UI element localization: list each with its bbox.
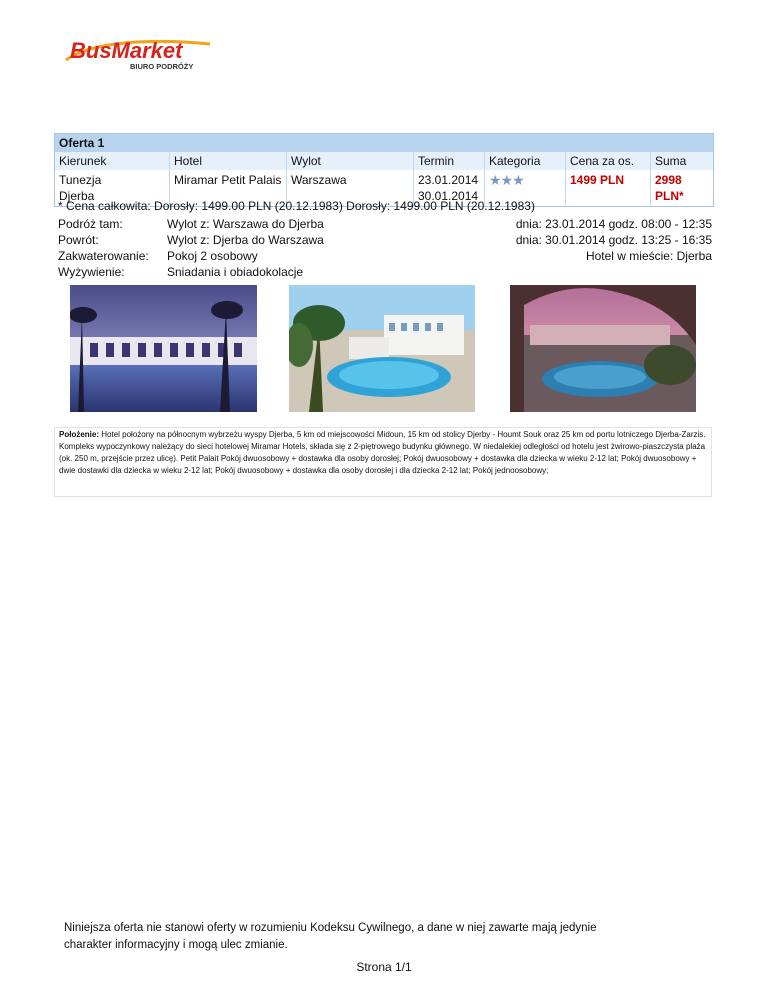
hotel-cell: Miramar Petit Palais <box>170 170 287 206</box>
detail-label: Zakwaterowanie: <box>58 249 149 263</box>
description-label: Położenie: <box>59 430 100 439</box>
hotel-photo-3 <box>510 285 696 412</box>
page-number: Strona 1/1 <box>356 960 412 974</box>
detail-label: Podróż tam: <box>58 217 123 231</box>
description-text: Hotel położony na północnym wybrzeżu wyspy Djerba, 5 km od miejscowości Midoun, 15 km od stolicy Djerby - Houmt Souk oraz 25 km od portu lotniczego Djerba-Zarzis. Kompleks wypoczynkowy należący do sieci hotelowej Miramar Hotels, składa się z 2-piętrowego budynku głównego. W niedalekiej odległości od hotelu jest żwirowo-piaszczysta plaża (ok. 250 m, przejście przez ulicę). Petit Palait Pokój dwuosobowy + dostawka dla osoby dorosłej; Pokój dwuosobowy + dostawka dla dziecka w wieku 2-12 lat; Pokój dwuosobowy + dwie dostawki dla dziecka w wieku 2-12 lat; Pokój dwuosobowy + dostawka dla osoby dorosłej i dla dziecka 2-12 lat; Pokój jednoosobowy; <box>59 430 706 475</box>
country: Tunezja <box>59 173 102 187</box>
hotel-description <box>54 427 712 497</box>
detail-value: Wylot z: Djerba do Warszawa <box>167 233 324 247</box>
detail-row-outbound <box>58 216 712 232</box>
hotel-photo-1 <box>70 285 257 412</box>
hotel-photo-2 <box>289 285 475 412</box>
detail-right: dnia: 23.01.2014 godz. 08:00 - 12:35 <box>515 217 712 231</box>
star-rating-icon: ★★★ <box>489 172 524 188</box>
header-term: Termin <box>414 152 485 170</box>
sum-cell: 2998 PLN* <box>651 170 714 206</box>
detail-value: Sniadania i obiadokolacje <box>167 265 304 279</box>
detail-row-board <box>58 264 712 280</box>
city: Djerba <box>59 189 95 203</box>
header-category: Kategoria <box>485 152 566 170</box>
departure-cell: Warszawa <box>287 170 414 206</box>
detail-row-accommodation <box>58 248 712 264</box>
header-hotel: Hotel <box>170 152 287 170</box>
detail-label: Wyżywienie: <box>58 265 125 279</box>
disclaimer: Niniejsza oferta nie stanowi oferty w rozumieniu Kodeksu Cywilnego, a dane w niej zawarte mają jedynie charakter informacyjny i mogą ulec zmianie. <box>64 922 597 951</box>
detail-value: Pokoj 2 osobowy <box>167 249 258 263</box>
date-to: 30.01.2014 <box>418 189 479 203</box>
detail-value: Wylot z: Warszawa do Djerba <box>167 217 324 231</box>
offer-header-row <box>55 152 713 170</box>
detail-row-return <box>58 232 712 248</box>
header-direction: Kierunek <box>55 152 170 170</box>
total-price: * Cena całkowita: Dorosły: 1499.00 PLN (20.12.1983) Dorosły: 1499.00 PLN (20.12.1983) <box>58 199 535 213</box>
price-cell: 1499 PLN <box>566 170 651 206</box>
header-price: Cena za os. <box>566 152 651 170</box>
offer-title: Oferta 1 <box>55 134 713 152</box>
header-sum: Suma <box>651 152 714 170</box>
svg-text:BusMarket: BusMarket <box>70 38 183 63</box>
trip-details <box>58 216 712 280</box>
svg-text:BIURO PODRÓŻY: BIURO PODRÓŻY <box>130 62 194 71</box>
offer-table <box>54 133 714 207</box>
detail-label: Powrót: <box>58 233 99 247</box>
detail-right: dnia: 30.01.2014 godz. 13:25 - 16:35 <box>515 233 712 247</box>
header-departure: Wylot <box>287 152 414 170</box>
detail-right: Hotel w mieście: Djerba <box>585 249 712 263</box>
busmarket-logo <box>60 36 235 76</box>
date-from: 23.01.2014 <box>418 173 479 187</box>
